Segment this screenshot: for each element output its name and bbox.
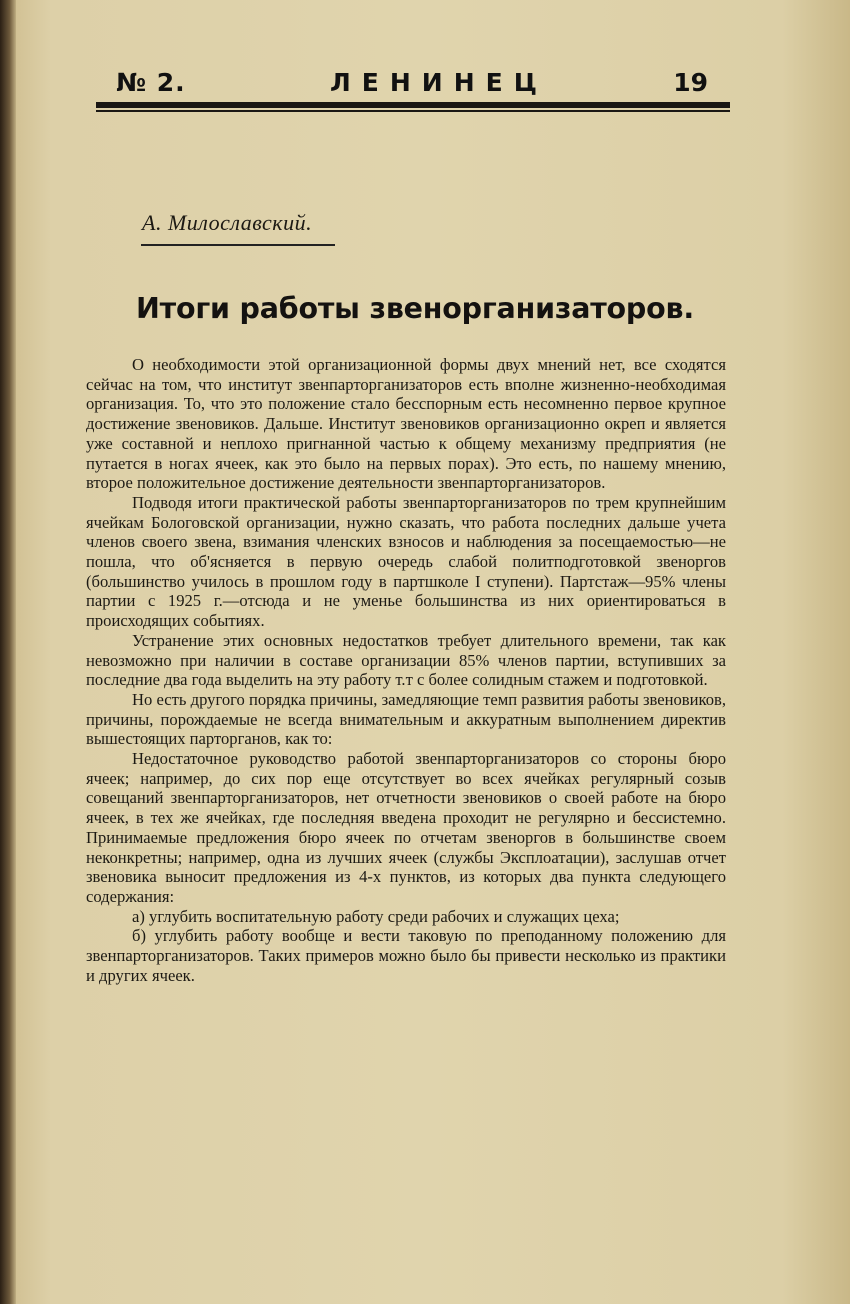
journal-name: ЛЕНИНЕЦ xyxy=(330,68,548,97)
paragraph: Но есть другого порядка причины, замедляющие темп развития работы звеновиков, причины, порождаемые не всегда внимательным и аккуратным выполнением директив вышестоящих парторганов, как то: xyxy=(86,689,726,749)
article-body xyxy=(86,355,726,986)
book-spine-shadow xyxy=(0,0,16,1304)
paragraph: Подводя итоги практической работы звенпарторганизаторов по трем крупнейшим ячейкам Бологовской организации, нужно сказать, что работа последних дальше учета членов своего звена, взимания членских взносов и наблюдения за посещаемостью—не пошла, что об'ясняется в первую очередь слабой политподготовкой звеноргов (большинство училось в прошлом году в партшколе I ступени). Партстаж—95% члены партии с 1925 г.—отсюда и не уменье большинства из них ориентироваться в происходящих событиях. xyxy=(86,492,726,631)
article-title: Итоги работы звенорганизаторов. xyxy=(136,292,694,325)
header-rule-thick xyxy=(96,102,730,108)
list-item-a: а) углубить воспитательную работу среди рабочих и служащих цеха; xyxy=(132,906,620,926)
page-number: 19 xyxy=(673,68,708,97)
paragraph: О необходимости этой организационной формы двух мнений нет, все сходятся сейчас на том, что институт звенпарторганизаторов есть вполне жизненно-необходимая организация. То, что это положение стало бесспорным есть несомненно первое крупное достижение звеновиков. Дальше. Институт звеновиков организационно окреп и является уже составной и неплохо пригнанной частью к общему механизму предприятия (не путается в ногах ячеек, как это было на первых порах). Это есть, по нашему мнению, второе положительное достижение деятельности звенпарторганизаторов. xyxy=(86,355,726,493)
author-underline xyxy=(141,244,335,246)
paragraph: Устранение этих основных недостатков требует длительного времени, так как невозможно при наличии в составе организации 85% членов партии, вступивших за последние два года выделить на эту работу т.т с более солидным стажем и подготовкой. xyxy=(86,630,726,690)
list-item-b: б) углубить работу вообще и вести таковую по преподанному положению для звенпарторганизаторов. Таких примеров можно было бы привести несколько из практики и других ячеек. xyxy=(86,926,726,985)
issue-number: № 2. xyxy=(116,68,186,97)
paragraph: Недостаточное руководство работой звенпарторганизаторов со стороны бюро ячеек; например, до сих пор еще отсутствует во всех ячейках регулярный созыв совещаний звенпарторганизаторов, нет отчетности звеновиков о своей работе на бюро ячеек, в тех же ячейках, где последняя введена проходит не регулярно и бессистемно. Принимаемые предложения бюро ячеек по отчетам звенoргов в большинстве своем неконкретны; например, одна из лучших ячеек (службы Эксплоатации), заслушав отчет звеновика выносит предложения из 4-х пунктов, из которых два пункта следующего содержания: xyxy=(86,749,726,906)
header-rule-thin xyxy=(96,110,730,112)
article-author: А. Милославский. xyxy=(142,210,313,235)
